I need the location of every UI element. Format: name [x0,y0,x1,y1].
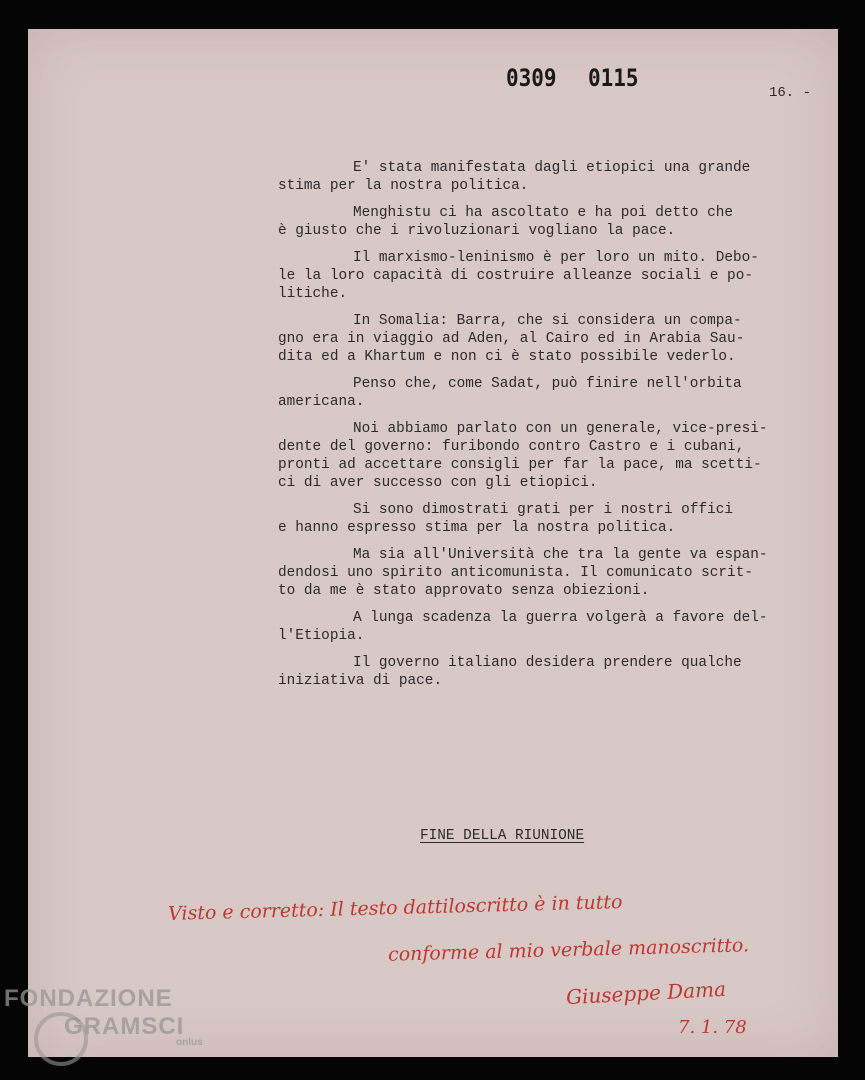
watermark [4,985,203,1048]
handwritten-date: 7. 1. 78 [678,1017,747,1038]
paragraph-line: to da me è stato approvato senza obiezioni. [278,583,650,599]
archive-number-2: 0115 [588,64,639,92]
paragraph-line: ci di aver successo con gli etiopici. [278,475,598,491]
paragraph-line: Il governo italiano desidera prendere qualche [353,655,742,671]
watermark-line-2: GRAMSCI [64,1013,185,1040]
paragraph-line: In Somalia: Barra, che si considera un compa- [353,313,742,329]
paragraph [278,420,838,492]
paragraph-line: pronti ad accettare consigli per far la pace, ma scetti- [278,457,762,473]
handwritten-note-line-1: Visto e corretto: Il testo dattiloscritto è in tutto [167,891,623,925]
paragraph-line: Penso che, come Sadat, può finire nell'orbita [353,376,742,392]
paragraph-line: iniziativa di pace. [278,673,443,689]
paragraph [278,501,838,537]
paragraph [278,204,838,240]
watermark-line-3: onlus [176,1037,203,1048]
paragraph-line: è giusto che i rivoluzionari vogliano la pace. [278,223,676,239]
paragraph-line: e hanno espresso stima per la nostra politica. [278,520,676,536]
paragraph-line: Menghistu ci ha ascoltato e ha poi detto che [353,205,733,221]
paragraph-line: gno era in viaggio ad Aden, al Cairo ed in Arabia Sau- [278,331,745,347]
paragraph [278,249,838,303]
paragraph [278,312,838,366]
paragraph-line: Si sono dimostrati grati per i nostri offici [353,502,733,518]
paragraph-line: le la loro capacità di costruire alleanze sociali e po- [278,268,753,284]
document-page [28,29,838,1057]
handwritten-note-line-2: conforme al mio verbale manoscritto. [387,934,750,966]
paragraph-line: E' stata manifestata dagli etiopici una grande [353,160,751,176]
paragraph [278,546,838,600]
closing-heading: FINE DELLA RIUNIONE [420,828,585,844]
handwritten-signature: Giuseppe Dama [565,976,727,1010]
paragraph-line: Ma sia all'Università che tra la gente va espan- [353,547,768,563]
paragraph [278,609,838,645]
watermark-line-1: FONDAZIONE [4,985,173,1012]
page-number: 16. - [769,85,812,101]
paragraph-line: dendosi uno spirito anticomunista. Il comunicato scrit- [278,565,753,581]
paragraph-line: litiche. [278,286,348,302]
paragraph-line: Noi abbiamo parlato con un generale, vice-presi- [353,421,768,437]
archive-number-1: 0309 [506,64,557,92]
paragraph-line: dente del governo: furibondo contro Castro e i cubani, [278,439,745,455]
paragraph-line: l'Etiopia. [278,628,365,644]
paragraph-line: americana. [278,394,365,410]
paragraph-line: dita ed a Khartum e non ci è stato possibile vederlo. [278,349,736,365]
paragraph-line: Il marxismo-leninismo è per loro un mito. Debo- [353,250,759,266]
paragraph-line: stima per la nostra politica. [278,178,529,194]
paragraph [278,654,838,690]
paragraph [278,375,838,411]
paragraph-line: A lunga scadenza la guerra volgerà a favore del- [353,610,768,626]
paragraph [278,159,838,195]
typed-body [278,159,838,699]
